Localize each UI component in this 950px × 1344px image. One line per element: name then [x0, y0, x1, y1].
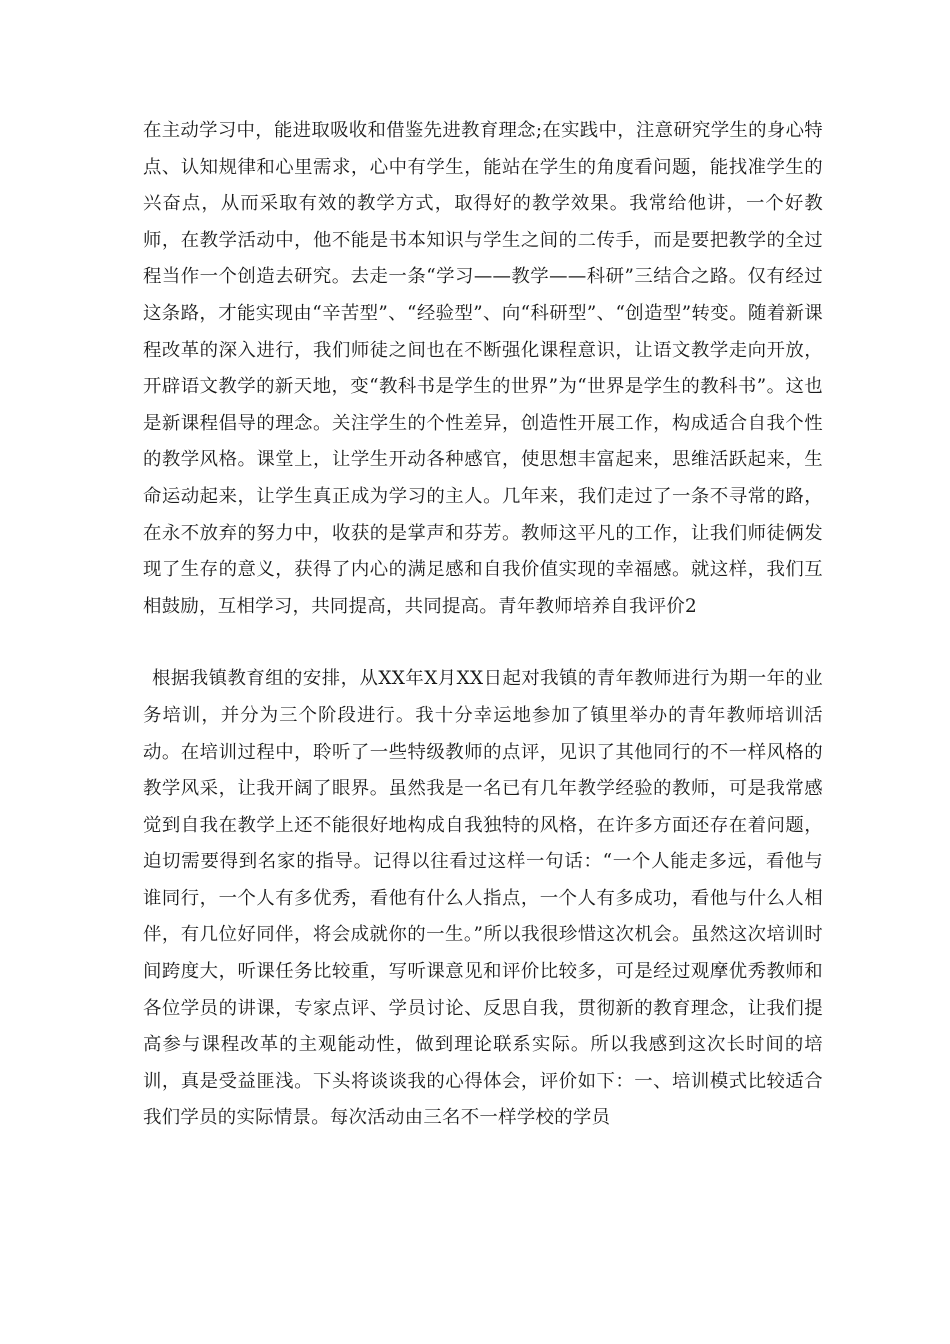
paragraph-2: 根据我镇教育组的安排，从XX年X月XX日起对我镇的青年教师进行为期一年的业务培训，并分为三个阶段进行。我十分幸运地参加了镇里举办的青年教师培训活动。在培训过程中，聆听了一些特级教师的点评，见识了其他同行的不一样风格的教学风采，让我开阔了眼界。虽然我是一名已有几年教学经验的教师，可是我常感觉到自我在教学上还不能很好地构成自我独特的风格，在许多方面还存在着问题，迫切需要得到名家的指导。记得以往看过这样一句话：“一个人能走多远，看他与谁同行，一个人有多优秀，看他有什么人指点，一个人有多成功，看他与什么人相伴，有几位好同伴，将会成就你的一生。”所以我很珍惜这次机会。虽然这次培训时间跨度大，听课任务比较重，写听课意见和评价比较多，可是经过观摩优秀教师和各位学员的讲课，专家点评、学员讨论、反思自我，贯彻新的教育理念，让我们提高参与课程改革的主观能动性，做到理论联系实际。所以我感到这次长时间的培训，真是受益匪浅。下头将谈谈我的心得体会，评价如下：一、培训模式比较适合我们学员的实际情景。每次活动由三名不一样学校的学员 [143, 668, 823, 1129]
paragraph-1: 在主动学习中，能进取吸收和借鉴先进教育理念;在实践中，注意研究学生的身心特点、认知规律和心里需求，心中有学生，能站在学生的角度看问题，能找准学生的兴奋点，从而采取有效的教学方式，取得好的教学效果。我常给他讲，一个好教师，在教学活动中，他不能是书本知识与学生之间的二传手，而是要把教学的全过程当作一个创造去研究。去走一条“学习——教学——科研”三结合之路。仅有经过这条路，才能实现由“辛苦型”、“经验型”、向“科研型”、“创造型”转变。随着新课程改革的深入进行，我们师徒之间也在不断强化课程意识，让语文教学走向开放，开辟语文教学的新天地，变“教科书是学生的世界”为“世界是学生的教科书”。这也是新课程倡导的理念。关注学生的个性差异，创造性开展工作，构成适合自我个性的教学风格。课堂上，让学生开动各种感官，使思想丰富起来，思维活跃起来，生命运动起来，让学生真正成为学习的主人。几年来，我们走过了一条不寻常的路，在永不放弃的努力中，收获的是掌声和芬芳。教师这平凡的工作，让我们师徒俩发现了生存的意义，获得了内心的满足感和自我价值实现的幸福感。就这样，我们互相鼓励，互相学习，共同提高，共同提高。青年教师培养自我评价2 [143, 120, 823, 617]
paragraph-spacer [143, 625, 823, 661]
document-page [143, 113, 823, 1137]
